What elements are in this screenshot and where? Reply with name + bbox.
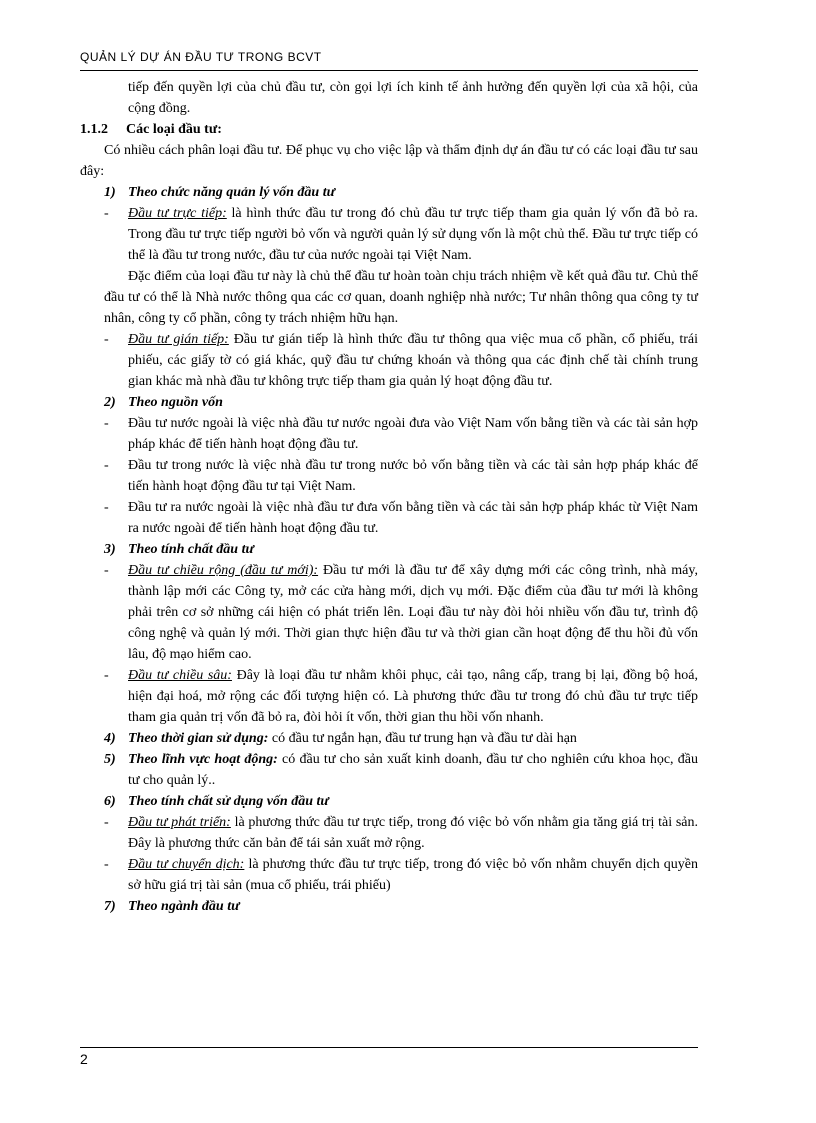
heading-3-title: Theo tính chất đầu tư [128, 542, 254, 557]
page-number: 2 [80, 1051, 88, 1067]
list-item [80, 812, 698, 854]
heading-6-title: Theo tính chất sử dụng vốn đầu tư [128, 794, 329, 809]
bullet-dash: - [104, 500, 109, 515]
heading-3-number: 3) [104, 542, 116, 557]
heading-1-number: 1) [104, 185, 116, 200]
intro-continuation: tiếp đến quyền lợi của chủ đầu tư, còn gọi lợi ích kinh tế ảnh hưởng đến quyền lợi của xã hội, của cộng đồng. [128, 80, 698, 116]
heading-1 [80, 182, 698, 203]
bullet-dash: - [104, 458, 109, 473]
heading-3 [80, 539, 698, 560]
heading-4-number: 4) [104, 731, 116, 746]
term-development-investment: Đầu tư phát triển: [128, 815, 231, 830]
header-rule [80, 70, 698, 71]
footer-rule [80, 1047, 698, 1048]
list-item [80, 854, 698, 896]
heading-5-text: có đầu tư cho sản xuất kinh doanh, đầu tư cho nghiên cứu khoa học, đầu tư cho quản lý.. [128, 752, 698, 788]
document-body [80, 77, 698, 917]
list-text: Đầu tư ra nước ngoài là việc nhà đầu tư đưa vốn bằng tiền và các tài sản hợp pháp khác từ Việt Nam ra nước ngoài để tiến hành hoạt động đầu tư. [128, 500, 698, 536]
term-description: Đầu tư mới là đầu tư để xây dựng mới các công trình, nhà máy, thành lập mới các Công ty, mở các cửa hàng mới, dịch vụ mới. Đặc điểm của đầu tư mới là không phải trên cơ sở những cái hiện có phát triển lên. Loại đầu tư này đòi hỏi nhiều vốn đầu tư, trình độ công nghệ và quản lý mới. Thời gian thực hiện đầu tư và thời gian cần hoạt động để thu hồi đủ vốn lâu, độ mạo hiểm cao. [128, 563, 698, 662]
bullet-dash: - [104, 332, 109, 347]
heading-7-number: 7) [104, 899, 116, 914]
heading-6-number: 6) [104, 794, 116, 809]
list-text: Đầu tư nước ngoài là việc nhà đầu tư nước ngoài đưa vào Việt Nam vốn bằng tiền và các tài sản hợp pháp khác để tiến hành hoạt động đầu tư. [128, 416, 698, 452]
heading-2 [80, 392, 698, 413]
term-description: là phương thức đầu tư trực tiếp, trong đó việc bỏ vốn nhằm gia tăng giá trị tài sản. Đây là phương thức căn bản để tái sản xuất mở rộng. [128, 815, 698, 851]
section-number: 1.1.2 [80, 122, 108, 137]
bullet-dash: - [104, 563, 109, 578]
heading-4-text: có đầu tư ngắn hạn, đầu tư trung hạn và đầu tư dài hạn [268, 731, 577, 746]
section-intro: Có nhiều cách phân loại đầu tư. Để phục vụ cho việc lập và thẩm định dự án đầu tư có các loại đầu tư sau đây: [80, 143, 698, 179]
term-indirect-investment: Đầu tư gián tiếp: [128, 332, 229, 347]
list-text: Đầu tư trong nước là việc nhà đầu tư trong nước bỏ vốn bằng tiền và các tài sản hợp pháp khác để tiến hành hoạt động đầu tư tại Việt Nam. [128, 458, 698, 494]
term-description: Đầu tư gián tiếp là hình thức đầu tư thông qua việc mua cổ phần, cổ phiếu, trái phiếu, các giấy tờ có giá khác, quỹ đầu tư chứng khoán và thông qua các định chế tài chính trung gian khác mà nhà đầu tư không trực tiếp tham gia quản lý hoạt động đầu tư. [128, 332, 698, 389]
term-intensive-investment: Đầu tư chiều sâu: [128, 668, 232, 683]
heading-7 [80, 896, 698, 917]
term-transfer-investment: Đầu tư chuyển dịch: [128, 857, 245, 872]
section-heading [80, 119, 698, 140]
list-item [80, 665, 698, 728]
heading-5 [80, 749, 698, 791]
list-item [80, 497, 698, 539]
heading-7-title: Theo ngành đầu tư [128, 899, 240, 914]
heading-5-title: Theo lĩnh vực hoạt động: [128, 752, 278, 767]
heading-5-number: 5) [104, 752, 116, 767]
list-item [80, 203, 698, 266]
list-item [80, 413, 698, 455]
bullet-dash: - [104, 206, 109, 221]
running-header: QUẢN LÝ DỰ ÁN ĐẦU TƯ TRONG BCVT [80, 50, 322, 64]
heading-1-title: Theo chức năng quản lý vốn đầu tư [128, 185, 335, 200]
bullet-dash: - [104, 857, 109, 872]
bullet-dash: - [104, 668, 109, 683]
heading-4-title: Theo thời gian sử dụng: [128, 731, 269, 746]
term-description: là phương thức đầu tư trực tiếp, trong đó việc bỏ vốn nhằm chuyển dịch quyền sở hữu giá trị tài sản (mua cổ phiếu, trái phiếu) [128, 857, 699, 893]
heading-2-title: Theo nguồn vốn [128, 395, 223, 410]
bullet-dash: - [104, 416, 109, 431]
bullet-dash: - [104, 815, 109, 830]
list-item [80, 455, 698, 497]
heading-4 [80, 728, 698, 749]
section-title: Các loại đầu tư: [126, 122, 222, 137]
term-direct-investment: Đầu tư trực tiếp: [128, 206, 227, 221]
list-item [80, 329, 698, 392]
heading-6 [80, 791, 698, 812]
heading-2-number: 2) [104, 395, 116, 410]
term-extensive-investment: Đầu tư chiều rộng (đầu tư mới): [128, 563, 319, 578]
term-description: Đây là loại đầu tư nhằm khôi phục, cải tạo, nâng cấp, trang bị lại, đồng bộ hoá, hiện đại hoá, mở rộng các đối tượng hiện có. Là phương thức đầu tư trong đó chủ đầu tư trực tiếp tham gia quản trị vốn đã bỏ ra, đòi hỏi ít vốn, thời gian thu hồi vốn nhanh. [128, 668, 698, 725]
term-description: là hình thức đầu tư trong đó chủ đầu tư trực tiếp tham gia quản lý vốn đã bỏ ra. Trong đầu tư trực tiếp người bỏ vốn và người quản lý sử dụng vốn là một chủ thể. Đầu tư trực tiếp có thể là đầu tư trong nước, đầu tư của nước ngoài tại Việt Nam. [128, 206, 698, 263]
body-paragraph: Đặc điểm của loại đầu tư này là chủ thể đầu tư hoàn toàn chịu trách nhiệm về kết quả đầu tư. Chủ thể đầu tư có thể là Nhà nước thông qua các cơ quan, doanh nghiệp nhà nước; Tư nhân thông qua công ty tư nhân, công ty cổ phần, công ty trách nhiệm hữu hạn. [104, 269, 698, 326]
list-item [80, 560, 698, 665]
